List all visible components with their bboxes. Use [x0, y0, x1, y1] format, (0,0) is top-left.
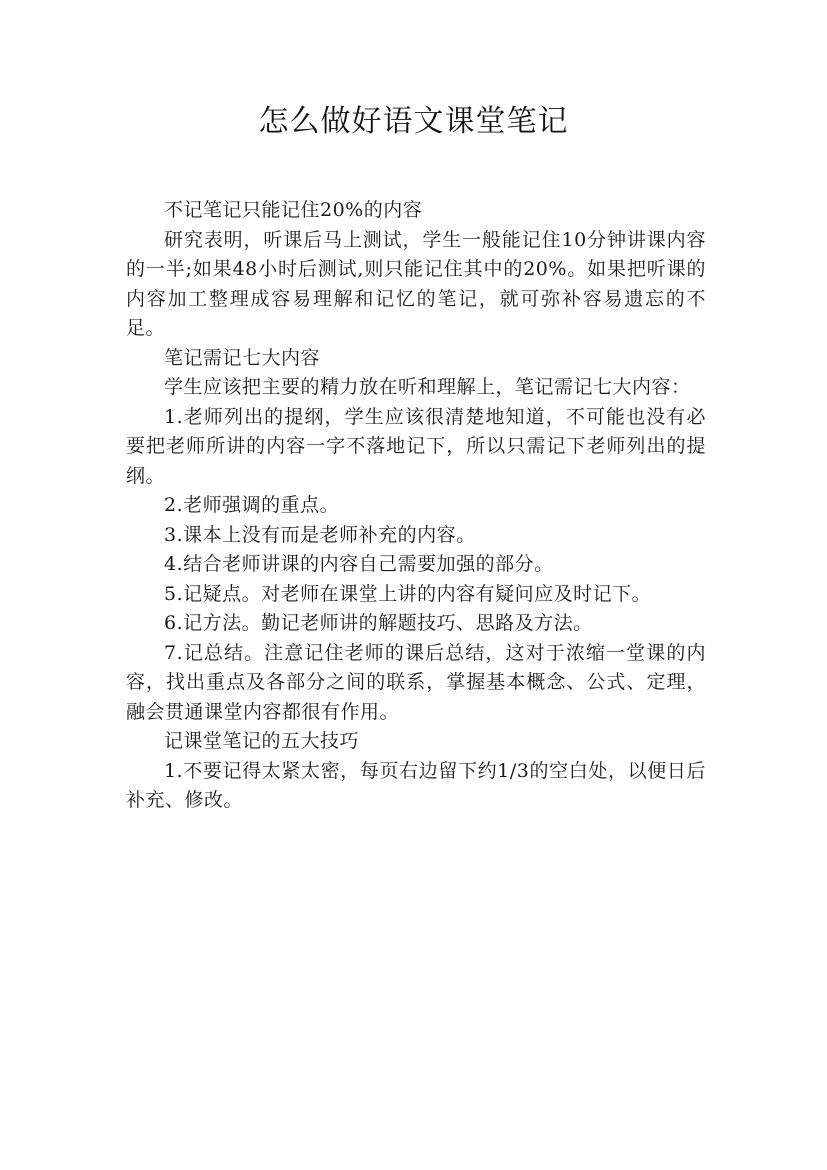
list-item-3: 3.课本上没有而是老师补充的内容。	[164, 523, 476, 546]
technique-item-1: 1.不要记得太紧太密，每页右边留下约1/3的空白处，以便日后补充、修改。	[126, 759, 706, 811]
list-item-4: 4.结合老师讲课的内容自己需要加强的部分。	[164, 553, 554, 575]
list-item-7: 7.记总结。注意记住老师的课后总结，这对于浓缩一堂课的内容，找出重点及各部分之间的联系，掌握基本概念、公式、定理，融会贯通课堂内容都很有作用。	[126, 641, 706, 723]
document-body	[126, 196, 706, 816]
heading-seven-contents: 笔记需记七大内容	[164, 346, 321, 369]
document-title: 怎么做好语文课堂笔记	[258, 104, 569, 139]
heading-five-techniques: 记课堂笔记的五大技巧	[164, 730, 360, 752]
list-item-1: 1.老师列出的提纲，学生应该很清楚地知道，不可能也没有必要把老师所讲的内容一字不落地记下，所以只需记下老师列出的提纲。	[126, 405, 706, 487]
paragraph-seven-intro: 学生应该把主要的精力放在听和理解上，笔记需记七大内容：	[164, 376, 691, 398]
paragraph-research: 研究表明，听课后马上测试，学生一般能记住10分钟讲课内容的一半;如果48小时后测试,则只能记住其中的20%。如果把听课的内容加工整理成容易理解和记忆的笔记，就可弥补容易遗忘的不足。	[126, 228, 706, 339]
heading-20-percent: 不记笔记只能记住20%的内容	[164, 199, 423, 221]
list-item-2: 2.老师强调的重点。	[164, 494, 340, 516]
list-item-6: 6.记方法。勤记老师讲的解题技巧、思路及方法。	[164, 612, 593, 634]
list-item-5: 5.记疑点。对老师在课堂上讲的内容有疑问应及时记下。	[164, 582, 652, 605]
